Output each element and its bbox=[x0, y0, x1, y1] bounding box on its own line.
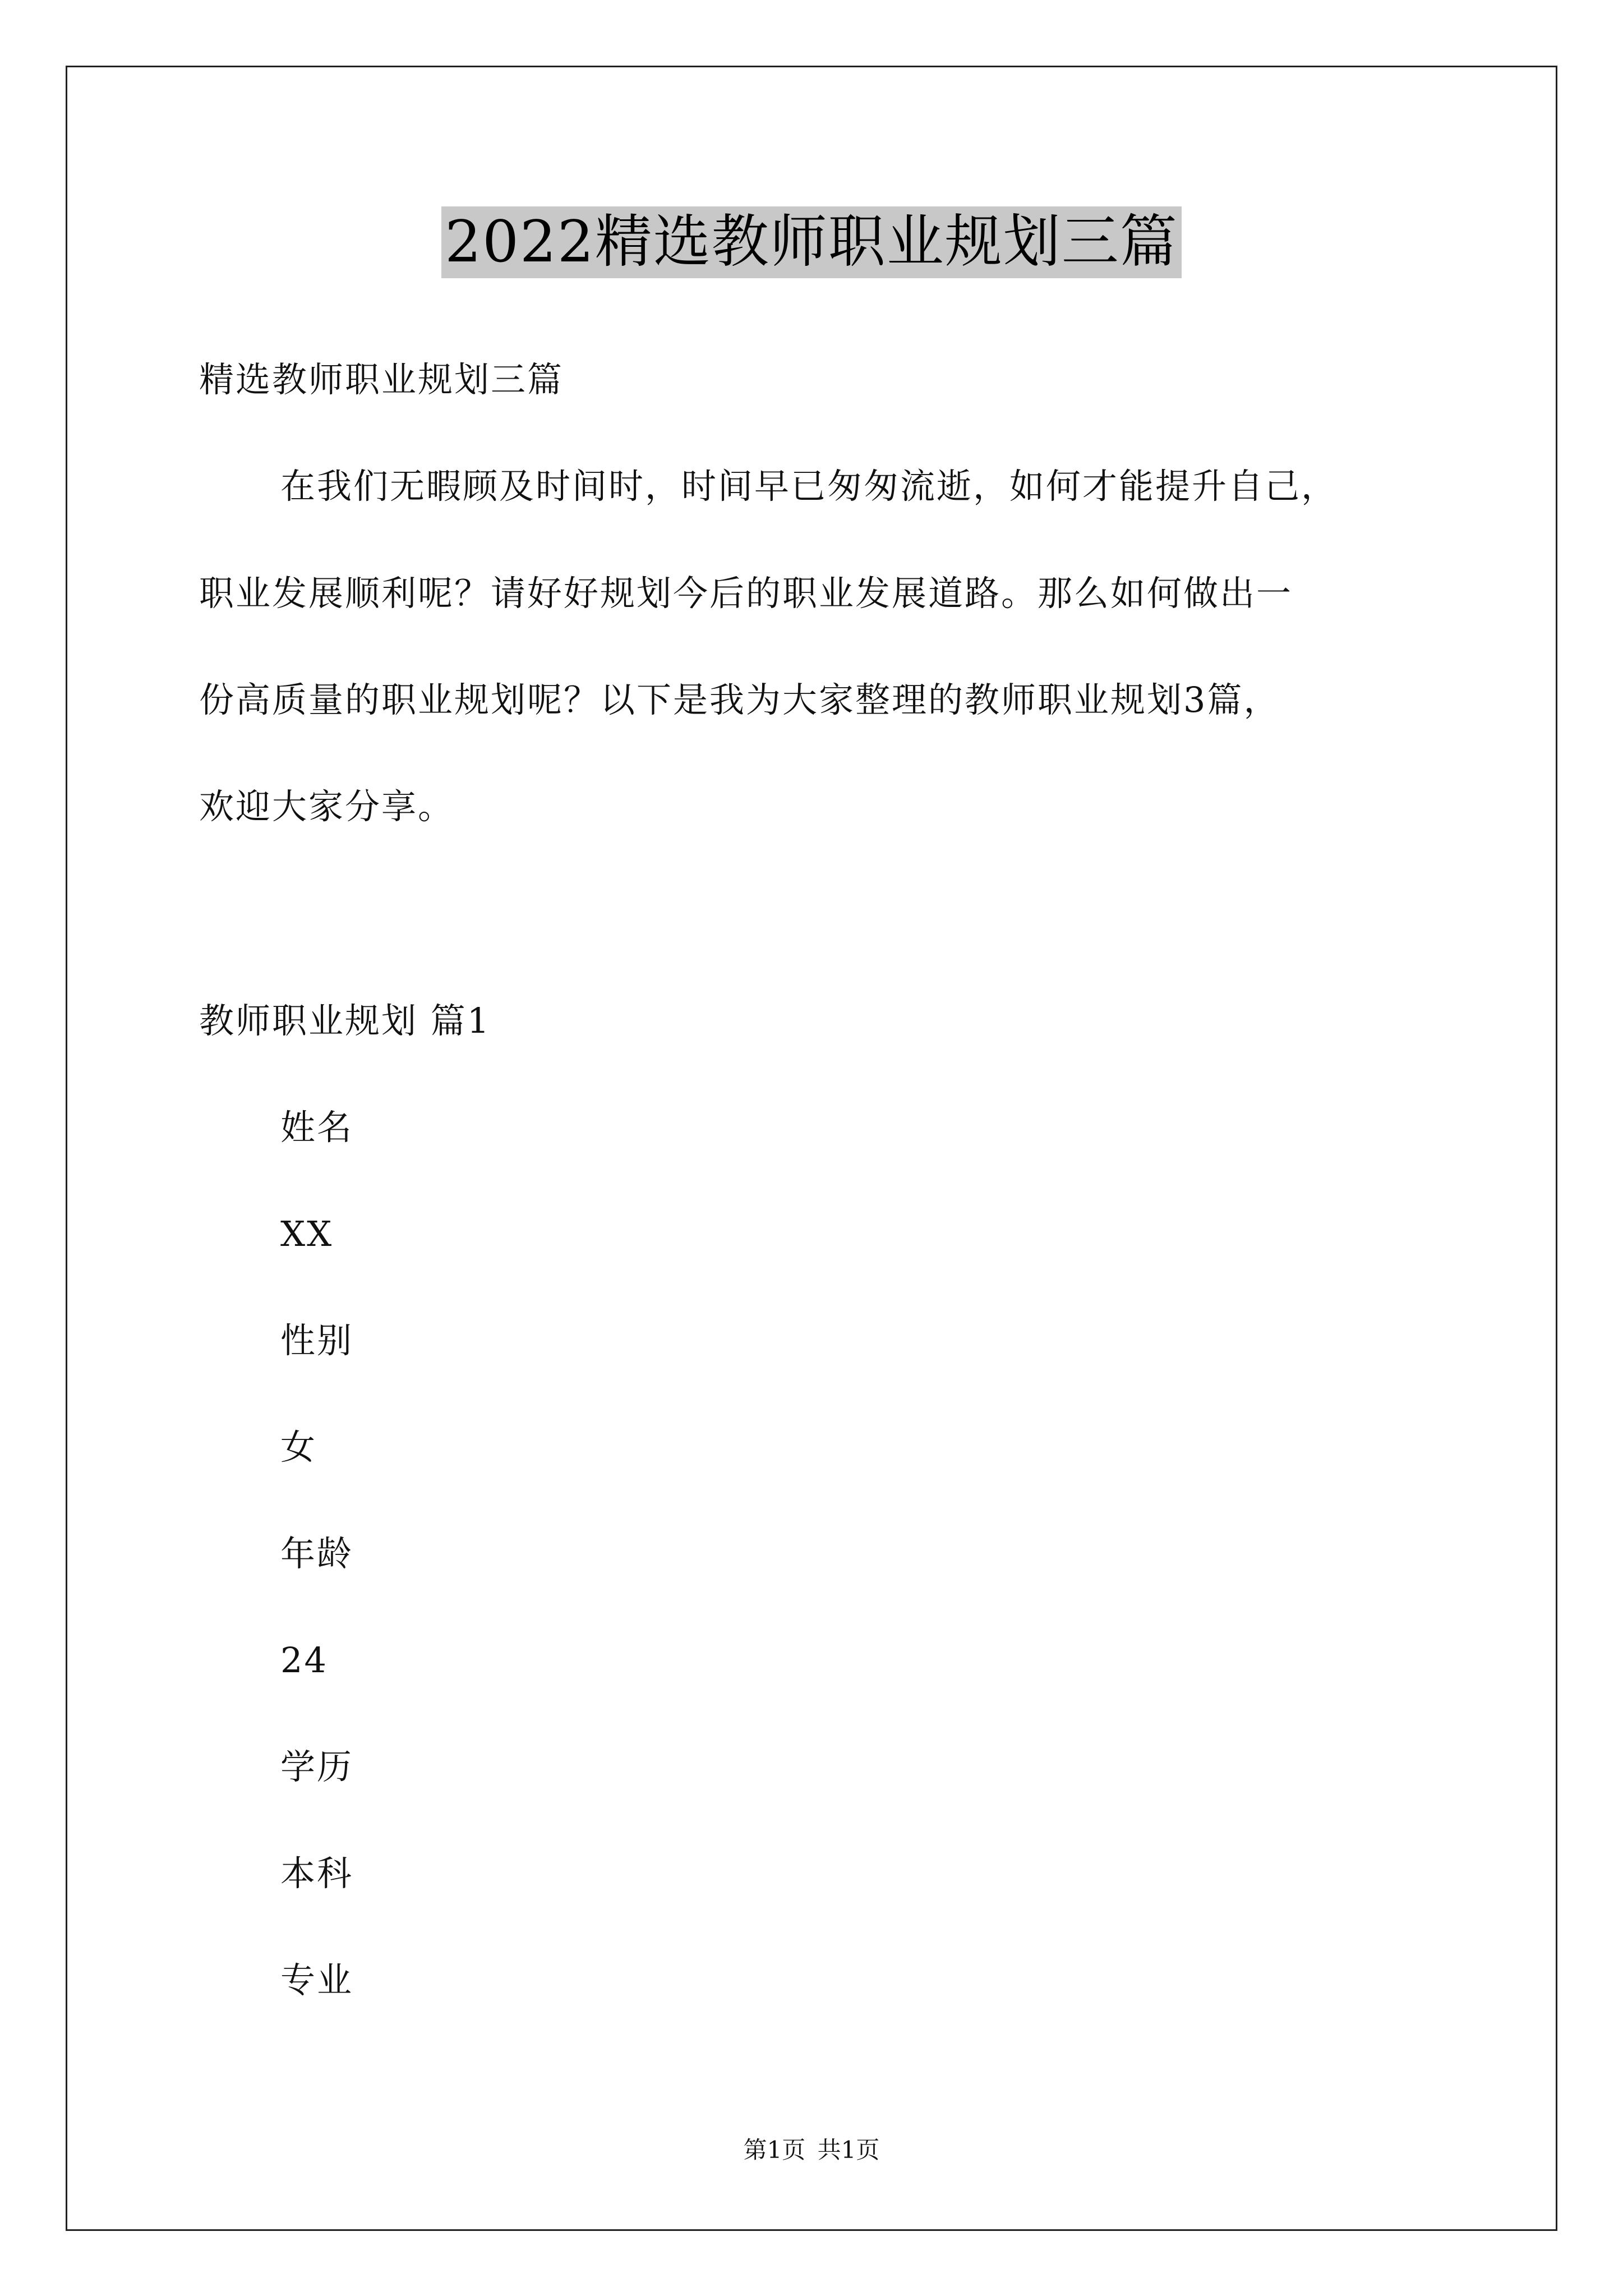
field-value-age: 24 bbox=[280, 1640, 328, 1681]
field-label-education: 学历 bbox=[280, 1746, 354, 1787]
section-heading: 教师职业规划 篇1 bbox=[199, 1000, 491, 1041]
document-title: 2022精选教师职业规划三篇 bbox=[441, 206, 1182, 278]
intro-paragraph-line-3: 份高质量的职业规划呢？以下是我为大家整理的教师职业规划3篇， bbox=[199, 679, 1280, 720]
page-footer bbox=[0, 2134, 1623, 2166]
field-label-major: 专业 bbox=[280, 1959, 354, 2000]
field-value-gender: 女 bbox=[280, 1427, 317, 1467]
field-label-name: 姓名 bbox=[280, 1107, 354, 1148]
field-value-education: 本科 bbox=[280, 1853, 354, 1894]
page-number: 第1页 bbox=[743, 2136, 806, 2164]
page-total: 共1页 bbox=[817, 2136, 880, 2164]
field-label-gender: 性别 bbox=[280, 1320, 354, 1361]
field-value-name: XX bbox=[280, 1213, 334, 1254]
document-subtitle: 精选教师职业规划三篇 bbox=[199, 359, 564, 400]
field-label-age: 年龄 bbox=[280, 1533, 354, 1574]
intro-paragraph-line-1: 在我们无暇顾及时间时，时间早已匆匆流逝，如何才能提升自己， bbox=[280, 466, 1338, 507]
title-container bbox=[0, 206, 1623, 278]
intro-paragraph-line-2: 职业发展顺利呢？请好好规划今后的职业发展道路。那么如何做出一 bbox=[199, 573, 1293, 614]
intro-paragraph-line-4: 欢迎大家分享。 bbox=[199, 786, 455, 827]
